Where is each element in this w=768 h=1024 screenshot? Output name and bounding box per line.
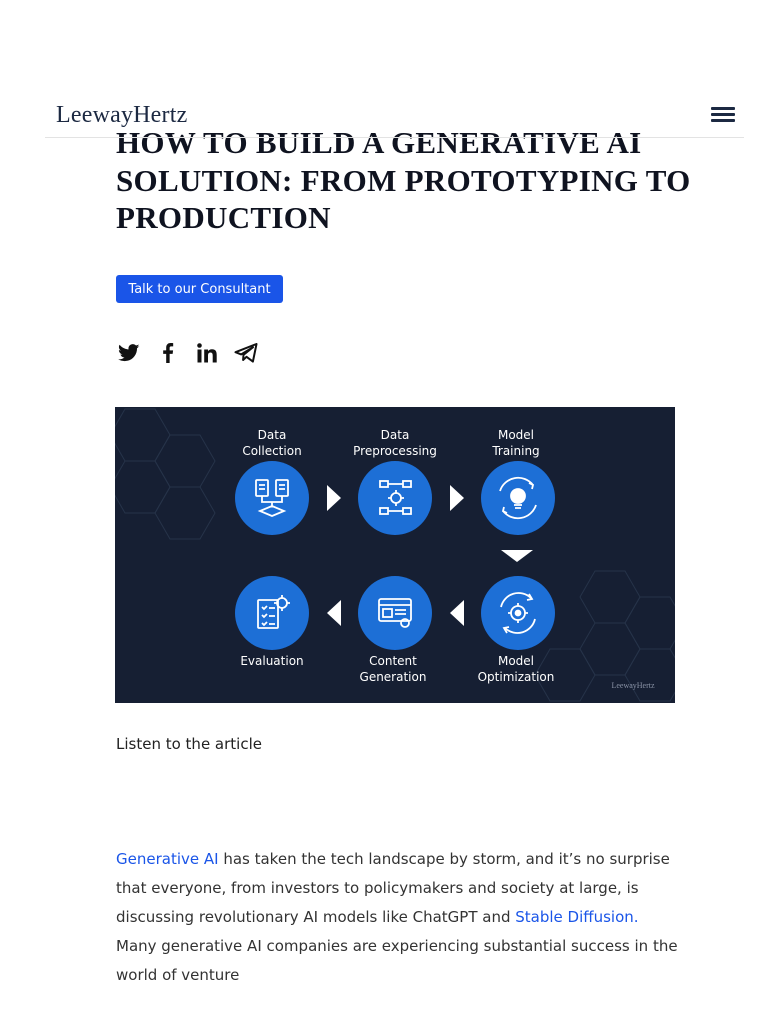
intro-paragraph [116, 845, 681, 990]
step-label-data-preprocessing-1: Data [380, 428, 410, 442]
step-label-model-training-2: Training [492, 444, 540, 458]
evaluation-circle [235, 576, 309, 650]
step-label-model-optimization-2: Optimization [477, 670, 555, 684]
telegram-icon[interactable] [233, 340, 259, 366]
intro-text-2: Many generative AI companies are experiencing substantial success in the world of venture [116, 937, 678, 984]
site-logo[interactable]: LeewayHertz [56, 102, 188, 128]
talk-to-consultant-button[interactable]: Talk to our Consultant [116, 275, 283, 303]
step-label-data-collection-1: Data [257, 428, 287, 442]
article-title: HOW TO BUILD A GENERATIVE AI SOLUTION: FROM PROTOTYPING TO PRODUCTION [116, 125, 691, 235]
share-bar [116, 340, 272, 366]
data-collection-circle [235, 461, 309, 535]
hamburger-menu-icon[interactable] [711, 107, 735, 125]
listen-to-article-label: Listen to the article [116, 735, 262, 753]
data-preprocessing-circle [358, 461, 432, 535]
step-label-content-generation-2: Generation [359, 670, 427, 684]
content-generation-circle [358, 576, 432, 650]
generative-ai-link[interactable]: Generative AI [116, 850, 219, 868]
step-label-data-preprocessing-2: Preprocessing [353, 444, 437, 458]
step-label-model-training-1: Model [497, 428, 535, 442]
stable-diffusion-link[interactable]: Stable Diffusion. [515, 908, 639, 926]
step-label-content-generation-1: Content [369, 654, 417, 668]
step-label-model-optimization-1: Model [497, 654, 535, 668]
facebook-icon[interactable] [155, 340, 181, 366]
generative-ai-process-diagram [115, 407, 675, 703]
twitter-icon[interactable] [116, 340, 142, 366]
diagram-watermark: LeewayHertz [611, 681, 655, 690]
step-label-evaluation: Evaluation [240, 654, 304, 668]
intro-text-1: has taken the tech landscape by storm, and it’s no surprise that everyone, from investors to policymakers and society at large, is discussing revolutionary AI models like ChatGPT and [116, 850, 670, 926]
site-header [45, 96, 744, 138]
linkedin-icon[interactable] [194, 340, 220, 366]
step-label-data-collection-2: Collection [242, 444, 302, 458]
